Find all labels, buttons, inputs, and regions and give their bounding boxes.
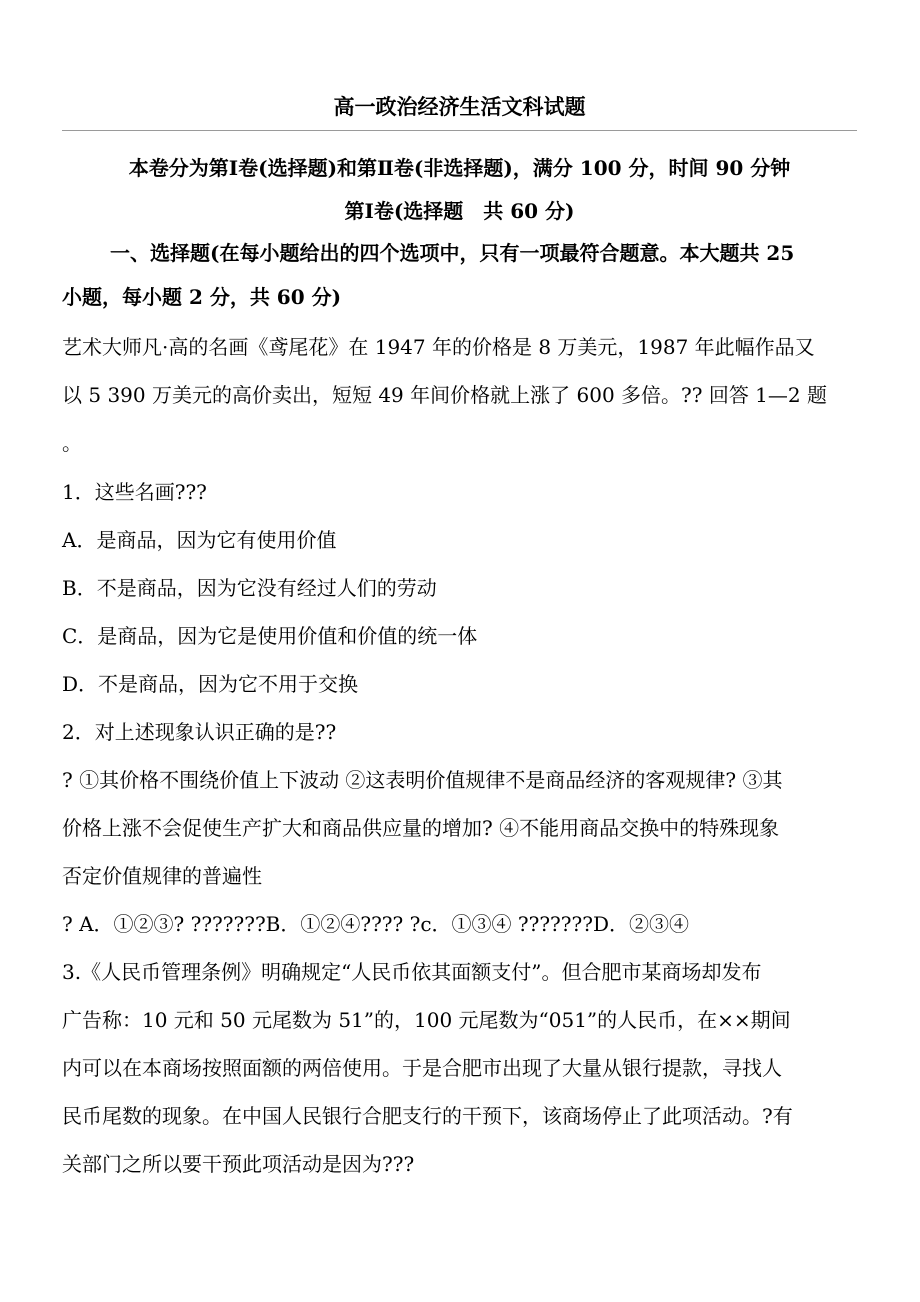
question-2-options: ? A．①②③? ???????B．①②④???? ?c．①③④ ???????D．②③④ xyxy=(62,912,689,936)
question-1-option-c: C．是商品，因为它是使用价值和价值的统一体 xyxy=(62,624,478,648)
question-1-option-d: D．不是商品，因为它不用于交换 xyxy=(62,672,359,696)
question-1-option-b: B．不是商品，因为它没有经过人们的劳动 xyxy=(62,576,437,600)
page-header-title: 高一政治经济生活文科试题 xyxy=(333,94,586,119)
section-heading-line-1: 一、选择题(在每小题给出的四个选项中，只有一项最符合题意。本大题共 25 xyxy=(110,241,795,265)
question-3-stem-line-1: 3.《人民币管理条例》明确规定“人民币依其面额支付”。但合肥市某商场却发布 xyxy=(62,960,762,984)
question-3-stem-line-4: 民币尾数的现象。在中国人民银行合肥支行的干预下，该商场停止了此项活动。?有 xyxy=(62,1104,793,1128)
question-3-stem-line-3: 内可以在本商场按照面额的两倍使用。于是合肥市出现了大量从银行提款，寻找人 xyxy=(62,1056,782,1080)
section-heading-line-2: 小题，每小题 2 分，共 60 分) xyxy=(62,285,342,309)
part1-title: 第Ⅰ卷(选择题 共 60 分) xyxy=(344,199,575,223)
question-1-option-a: A．是商品，因为它有使用价值 xyxy=(62,528,337,552)
header-divider xyxy=(62,130,857,131)
exam-intro: 本卷分为第Ⅰ卷(选择题)和第Ⅱ卷(非选择题)，满分 100 分，时间 90 分钟 xyxy=(128,156,791,180)
material-line-2: 以 5 390 万美元的高价卖出，短短 49 年间价格就上涨了 600 多倍。?? 回答 1—2 题 xyxy=(62,383,827,407)
question-2-statement-line-1: ? ①其价格不围绕价值上下波动 ②这表明价值规律不是商品经济的客观规律? ③其 xyxy=(62,768,783,792)
question-2-statement-line-2: 价格上涨不会促使生产扩大和商品供应量的增加? ④不能用商品交换中的特殊现象 xyxy=(62,816,780,840)
material-line-1: 艺术大师凡·高的名画《鸢尾花》在 1947 年的价格是 8 万美元，1987 年此幅作品又 xyxy=(62,335,815,359)
question-3-stem-line-2: 广告称：10 元和 50 元尾数为 51”的，100 元尾数为“051”的人民币，在××期间 xyxy=(62,1008,791,1032)
question-2-stem: 2．对上述现象认识正确的是?? xyxy=(62,720,337,744)
question-2-statement-line-3: 否定价值规律的普遍性 xyxy=(62,864,262,888)
material-line-3: 。 xyxy=(62,431,82,455)
question-3-stem-line-5: 关部门之所以要干预此项活动是因为??? xyxy=(62,1152,415,1176)
question-1-stem: 1．这些名画??? xyxy=(62,480,207,504)
